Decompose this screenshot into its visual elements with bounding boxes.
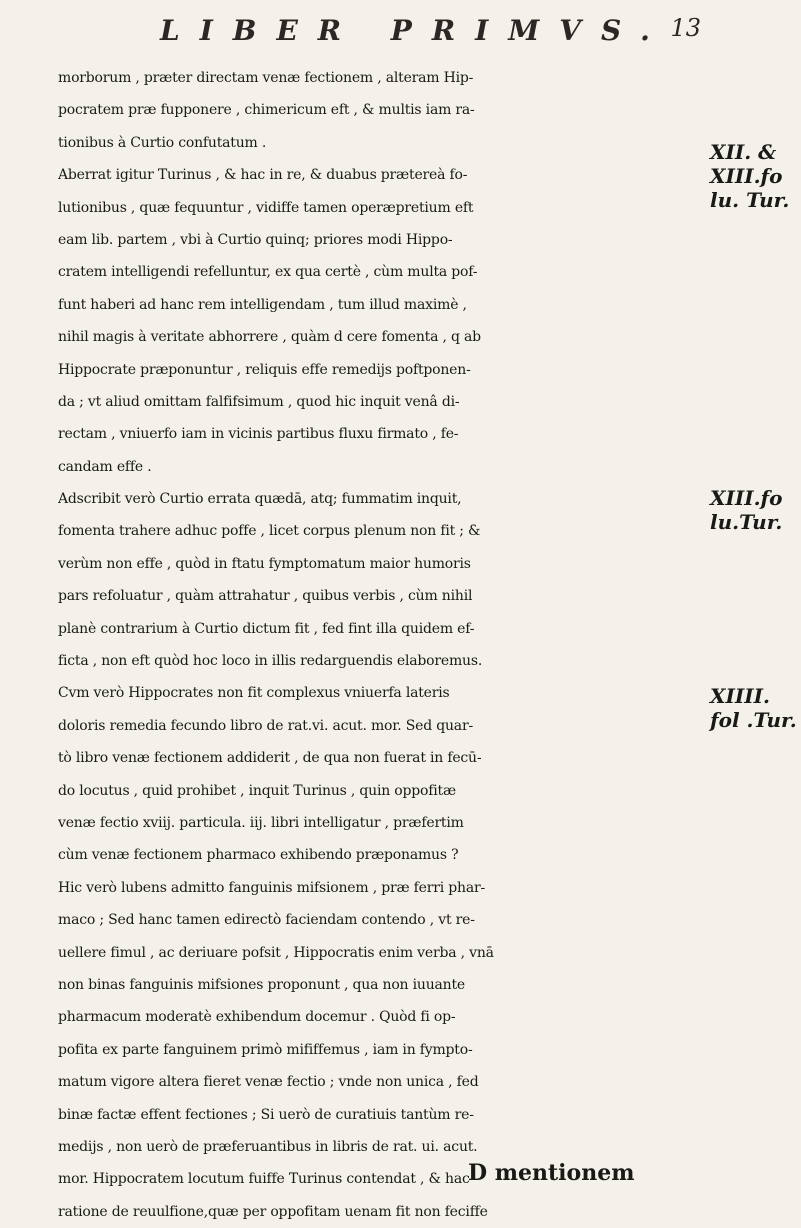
page-number: 13 bbox=[670, 14, 701, 42]
text-line: verùm non effe , quòd in ftatu fymptomatum maior humoris bbox=[58, 555, 471, 572]
text-line: cùm venæ fectionem pharmaco exhibendo præponamus ? bbox=[58, 847, 459, 864]
text-line: pars refoluatur , quàm attrahatur , quibus verbis , cùm nihil bbox=[58, 588, 473, 605]
text-line: do locutus , quid prohibet , inquit Turinus , quin oppofitæ bbox=[58, 782, 456, 799]
text-line: maco ; Sed hanc tamen edirectò faciendam contendo , vt re- bbox=[58, 912, 475, 929]
text-line: funt haberi ad hanc rem intelligendam , tum illud maximè , bbox=[58, 296, 467, 313]
text-line: venæ fectio xviij. particula. iij. libri intelligatur , præfertim bbox=[58, 814, 464, 831]
text-line: da ; vt aliud omittam falfifsimum , quod hic inquit venâ di- bbox=[58, 393, 460, 410]
text-line: mor. Hippocratem locutum fuiffe Turinus contendat , & hac bbox=[58, 1171, 470, 1188]
margin-note-line: XIII.fo bbox=[710, 486, 783, 510]
running-head: LIBER PRIMVS. bbox=[160, 14, 670, 47]
margin-note bbox=[710, 684, 797, 732]
text-line: pocratem præ fupponere , chimericum eft , & multis iam ra- bbox=[58, 102, 475, 119]
margin-note-line: fol .Tur. bbox=[710, 708, 797, 732]
text-line: rectam , vniuerfo iam in vicinis partibus fluxu firmato , fe- bbox=[58, 426, 459, 443]
text-line: uellere fimul , ac deriuare pofsit , Hippocratis enim verba , vnā bbox=[58, 944, 494, 961]
text-line: non binas fanguinis mifsiones proponunt , qua non iuuante bbox=[58, 976, 466, 993]
text-line: binæ factæ effent fectiones ; Si uerò de curatiuis tantùm re- bbox=[58, 1106, 474, 1123]
text-line: fomenta trahere adhuc poffe , licet corpus plenum non fit ; & bbox=[58, 523, 481, 540]
text-line: nihil magis à veritate abhorrere , quàm d cere fomenta , q ab bbox=[58, 329, 481, 346]
margin-note bbox=[710, 140, 789, 212]
text-line: matum vigore altera fieret venæ fectio ; vnde non unica , fed bbox=[58, 1074, 479, 1091]
text-line: tò libro venæ fectionem addiderit , de qua non fuerat in fecū- bbox=[58, 750, 482, 767]
text-line: lutionibus , quæ fequuntur , vidiffe tamen operæpretium eft bbox=[58, 199, 474, 216]
text-line: pharmacum moderatè exhibendum docemur . Quòd fi op- bbox=[58, 1009, 456, 1026]
margin-note-line: lu. Tur. bbox=[710, 188, 790, 212]
margin-note-line: lu.Tur. bbox=[710, 510, 783, 534]
text-line: Adscribit verò Curtio errata quædā, atq; fummatim inquit, bbox=[58, 491, 462, 508]
text-line: Aberrat igitur Turinus , & hac in re, & duabus prætereà fo- bbox=[58, 167, 468, 184]
text-line: pofita ex parte fanguinem primò mififfemus , iam in fympto- bbox=[58, 1041, 473, 1058]
text-line: medijs , non uerò de præferuantibus in libris de rat. ui. acut. bbox=[58, 1138, 478, 1155]
margin-note-line: XIIII. bbox=[710, 684, 770, 708]
text-line: cratem intelligendi refelluntur, ex qua certè , cùm multa pof- bbox=[58, 264, 478, 281]
text-line: candam effe . bbox=[58, 458, 152, 475]
body-text bbox=[58, 62, 706, 1228]
text-line: eam lib. partem , vbi à Curtio quinq; priores modi Hippo- bbox=[58, 231, 453, 248]
text-line: morborum , præter directam venæ fectionem , alteram Hip- bbox=[58, 70, 474, 86]
text-line: planè contrarium à Curtio dictum fit , fed fint illa quidem ef- bbox=[58, 620, 475, 637]
margin-note-line: XII. & bbox=[710, 140, 777, 164]
text-line: doloris remedia fecundo libro de rat.vi. acut. mor. Sed quar- bbox=[58, 717, 473, 734]
text-line: ratione de reuulfione,quæ per oppofitam uenam fit non feciffe bbox=[58, 1203, 488, 1220]
text-line: ficta , non eft quòd hoc loco in illis redarguendis elaboremus. bbox=[58, 653, 483, 670]
catchword: D mentionem bbox=[468, 1160, 635, 1186]
text-line: tionibus à Curtio confutatum . bbox=[58, 134, 267, 151]
margin-note-line: XIII.fo bbox=[710, 164, 783, 188]
text-line: Cvm verò Hippocrates non fit complexus vniuerfa lateris bbox=[58, 685, 450, 702]
text-line: Hippocrate præponuntur , reliquis effe remedijs poftponen- bbox=[58, 361, 471, 378]
margin-note bbox=[710, 486, 783, 534]
text-line: Hic verò lubens admitto fanguinis mifsionem , præ ferri phar- bbox=[58, 879, 486, 896]
